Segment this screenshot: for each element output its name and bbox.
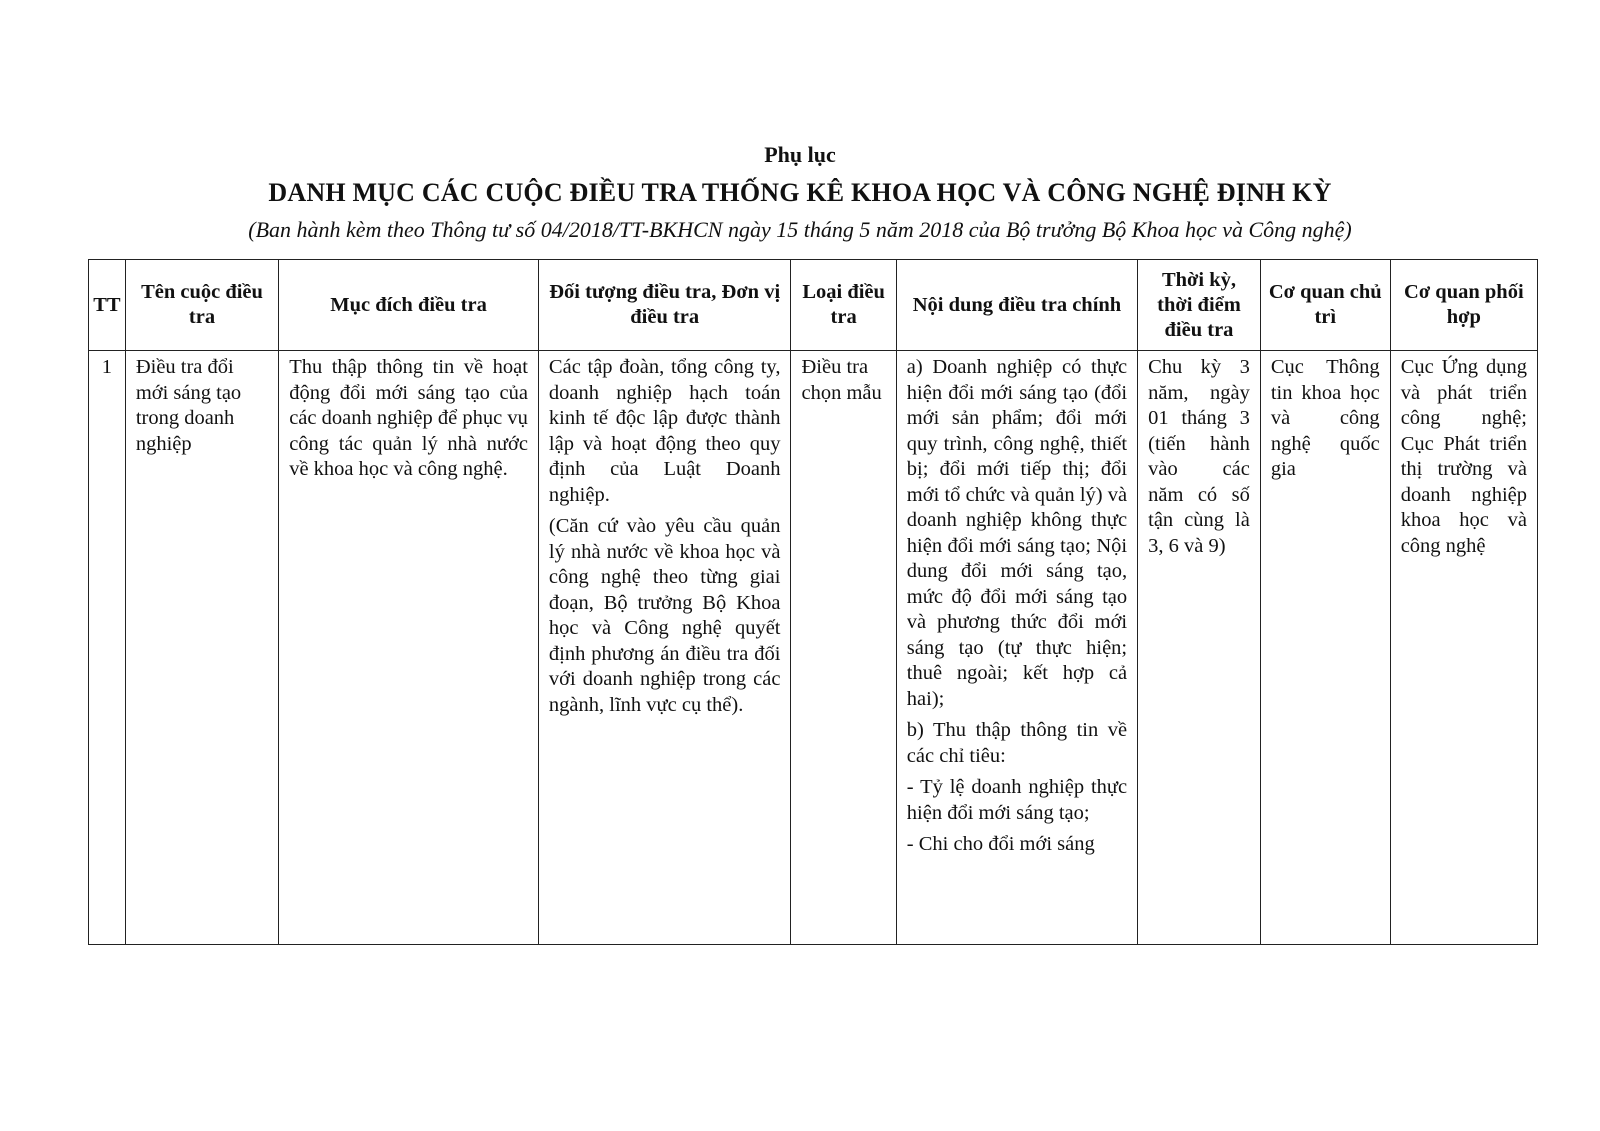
column-header-period: Thời kỳ, thời điểm điều tra (1138, 260, 1261, 351)
column-header-tt: TT (89, 260, 126, 351)
content-item-a: a) Doanh nghiệp có thực hiện đổi mới sáng tạo (đổi mới sản phẩm; đổi mới quy trình, công nghệ, thiết bị; đổi mới tiếp thị; đổi mới tổ chức và quản lý) và doanh nghiệp không thực hiện đổi mới sáng tạo; Nội dung đổi mới sáng tạo, mức độ đổi mới sáng tạo và phương thức đổi mới sáng tạo (tự thực hiện; thuê ngoài; kết hợp cả hai); (906, 356, 1128, 710)
column-header-subjects: Đối tượng điều tra, Đơn vị điều tra (538, 260, 791, 351)
column-header-survey-name: Tên cuộc điều tra (125, 260, 278, 351)
cell-subjects (538, 351, 791, 945)
column-header-survey-type: Loại điều tra (791, 260, 896, 351)
cell-tt: 1 (89, 351, 126, 945)
content-indicator: - Tỷ lệ doanh nghiệp thực hiện đổi mới sáng tạo; (906, 776, 1128, 824)
cell-lead-agency: Cục Thông tin khoa học và công nghệ quốc gia (1260, 351, 1390, 945)
document-subtitle: (Ban hành kèm theo Thông tư số 04/2018/TT-BKHCN ngày 15 tháng 5 năm 2018 của Bộ trưởng Bộ Khoa học và Công nghệ) (248, 217, 1352, 242)
content-item-b: b) Thu thập thông tin về các chỉ tiêu: (906, 719, 1128, 767)
cell-content (896, 351, 1137, 945)
column-header-purpose: Mục đích điều tra (279, 260, 539, 351)
survey-table (88, 259, 1538, 945)
cell-survey-type: Điều tra chọn mẫu (791, 351, 896, 945)
content-indicator: - Chi cho đổi mới sáng (906, 833, 1095, 855)
document-title: DANH MỤC CÁC CUỘC ĐIỀU TRA THỐNG KÊ KHOA HỌC VÀ CÔNG NGHỆ ĐỊNH KỲ (268, 178, 1332, 207)
cell-purpose: Thu thập thông tin về hoạt động đổi mới sáng tạo của các doanh nghiệp để phục vụ công tác quản lý nhà nước về khoa học và công nghệ. (279, 351, 539, 945)
appendix-label: Phụ lục (764, 142, 836, 167)
table-row (89, 351, 1538, 945)
subjects-paragraph: Các tập đoàn, tổng công ty, doanh nghiệp hạch toán kinh tế độc lập được thành lập và hoạt động theo quy định của Luật Doanh nghiệp. (548, 356, 781, 506)
column-header-partner-agency: Cơ quan phối hợp (1390, 260, 1537, 351)
table-header-row (89, 260, 1538, 351)
content-text (907, 355, 1127, 937)
cell-survey-name: Điều tra đổi mới sáng tạo trong doanh nghiệp (125, 351, 278, 945)
column-header-content: Nội dung điều tra chính (896, 260, 1137, 351)
subjects-note: (Căn cứ vào yêu cầu quản lý nhà nước về khoa học và công nghệ theo từng giai đoạn, Bộ trưởng Bộ Khoa học và Công nghệ quyết định phương án điều tra đối với doanh nghiệp trong các ngành, lĩnh vực cụ thể). (548, 515, 781, 716)
column-header-lead-agency: Cơ quan chủ trì (1260, 260, 1390, 351)
cell-partner-agency: Cục Ứng dụng và phát triển công nghệ; Cục Phát triển thị trường và doanh nghiệp khoa học và công nghệ (1390, 351, 1537, 945)
cell-period: Chu kỳ 3 năm, ngày 01 tháng 3 (tiến hành vào các năm có số tận cùng là 3, 6 và 9) (1138, 351, 1261, 945)
